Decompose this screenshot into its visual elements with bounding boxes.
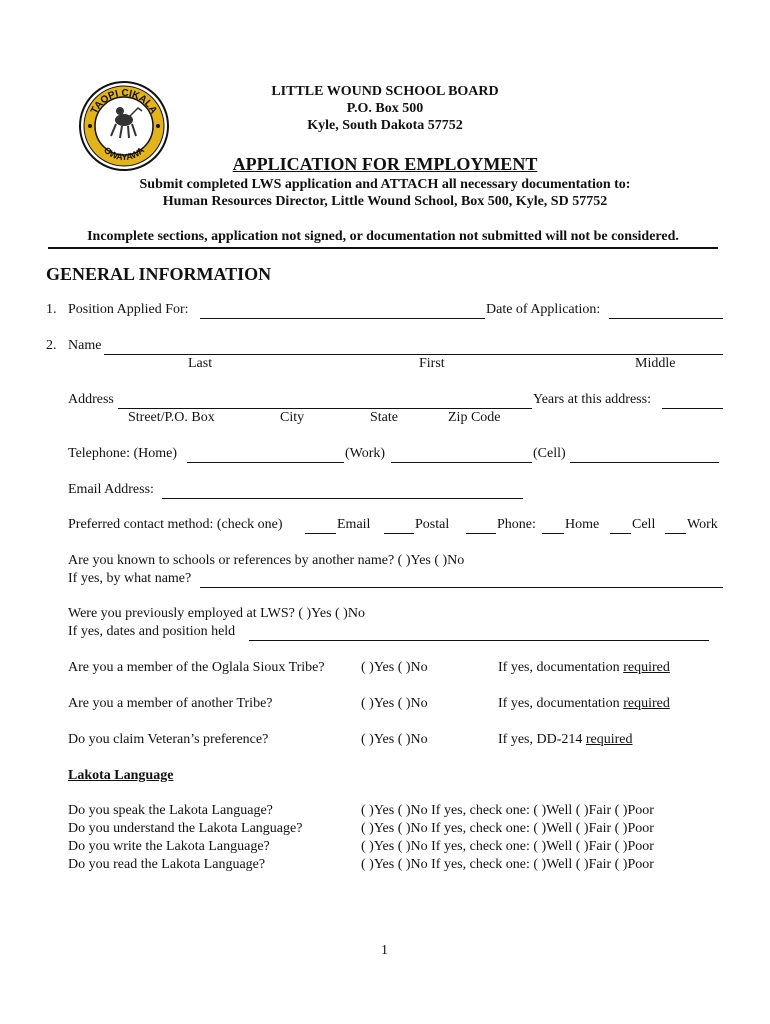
address-street-caption: Street/P.O. Box	[128, 410, 215, 425]
other-tribe-required-text: required	[623, 696, 670, 711]
lakota-write-question: Do you write the Lakota Language?	[68, 839, 270, 854]
position-input-line[interactable]	[200, 318, 485, 319]
svg-text:TAOPI CIKALA: TAOPI CIKALA	[89, 87, 159, 116]
preferred-contact-label: Preferred contact method: (check one)	[68, 517, 283, 532]
pref-home-check-line[interactable]	[542, 533, 564, 534]
name-input-line[interactable]	[104, 354, 723, 355]
pref-work-check-line[interactable]	[665, 533, 686, 534]
address-state-caption: State	[370, 410, 398, 425]
pref-email-check-line[interactable]	[305, 533, 336, 534]
previous-employment-if-yes-label: If yes, dates and position held	[68, 624, 236, 639]
other-name-question: Are you known to schools or references by another name? ( )Yes ( )No	[68, 553, 465, 568]
pref-cell-check-line[interactable]	[610, 533, 631, 534]
lakota-read-question: Do you read the Lakota Language?	[68, 857, 266, 872]
pref-work-label: Work	[687, 517, 718, 532]
pref-email-label: Email	[337, 517, 371, 532]
previous-employment-input-line[interactable]	[249, 640, 709, 641]
org-city: Kyle, South Dakota 57752	[307, 118, 463, 133]
lakota-speak-answers[interactable]: ( )Yes ( )No If yes, check one: ( )Well ( )Fair ( )Poor	[361, 803, 654, 818]
lakota-understand-question: Do you understand the Lakota Language?	[68, 821, 303, 836]
other-tribe-question: Are you a member of another Tribe?	[68, 696, 273, 711]
veteran-note	[498, 732, 633, 748]
name-label: Name	[68, 338, 102, 353]
lakota-understand-answers[interactable]: ( )Yes ( )No If yes, check one: ( )Well ( )Fair ( )Poor	[361, 821, 654, 836]
years-label: Years at this address:	[533, 392, 651, 407]
pref-home-label: Home	[565, 517, 600, 532]
page-title: APPLICATION FOR EMPLOYMENT	[232, 154, 538, 174]
pref-phone-check-line[interactable]	[466, 533, 496, 534]
previous-employment-question: Were you previously employed at LWS? ( )Yes ( )No	[68, 606, 365, 621]
pref-cell-label: Cell	[632, 517, 656, 532]
veteran-required-text: required	[585, 732, 633, 747]
lakota-read-answers[interactable]: ( )Yes ( )No If yes, check one: ( )Well ( )Fair ( )Poor	[361, 857, 654, 872]
instructions-line-1: Submit completed LWS application and ATTACH all necessary documentation to:	[139, 177, 631, 192]
svg-text:OWAYAWA: OWAYAWA	[101, 144, 147, 163]
telephone-work-label: (Work)	[345, 446, 386, 461]
org-box: P.O. Box 500	[346, 101, 424, 116]
years-input-line[interactable]	[662, 408, 723, 409]
pref-phone-label: Phone:	[497, 517, 536, 532]
oglala-question: Are you a member of the Oglala Sioux Tribe?	[68, 660, 325, 675]
date-label: Date of Application:	[486, 302, 601, 317]
warning-text: Incomplete sections, application not signed, or documentation not submitted will not be considered.	[87, 229, 679, 244]
veteran-yes-no[interactable]: ( )Yes ( )No	[361, 732, 428, 747]
oglala-required-text: required	[623, 660, 670, 675]
pref-postal-check-line[interactable]	[384, 533, 414, 534]
section-title: GENERAL INFORMATION	[46, 264, 272, 284]
oglala-yes-no[interactable]: ( )Yes ( )No	[361, 660, 428, 675]
other-tribe-yes-no[interactable]: ( )Yes ( )No	[361, 696, 428, 711]
telephone-home-label: Telephone: (Home)	[68, 446, 178, 461]
pref-postal-label: Postal	[415, 517, 450, 532]
address-input-line[interactable]	[118, 408, 532, 409]
telephone-home-input-line[interactable]	[187, 462, 344, 463]
address-zip-caption: Zip Code	[448, 410, 501, 425]
email-input-line[interactable]	[162, 498, 523, 499]
oglala-note-text: If yes, documentation	[498, 660, 624, 675]
email-label: Email Address:	[68, 482, 154, 497]
org-name: LITTLE WOUND SCHOOL BOARD	[271, 84, 499, 99]
address-label: Address	[68, 392, 114, 407]
position-label: Position Applied For:	[68, 302, 189, 317]
telephone-work-input-line[interactable]	[391, 462, 532, 463]
lakota-heading: Lakota Language	[68, 768, 174, 783]
other-tribe-note	[498, 696, 670, 712]
oglala-note	[498, 660, 670, 676]
date-input-line[interactable]	[609, 318, 723, 319]
instructions-line-2: Human Resources Director, Little Wound School, Box 500, Kyle, SD 57752	[162, 194, 608, 209]
item-number-2: 2.	[46, 338, 57, 353]
page-number: 1	[381, 943, 388, 958]
other-name-input-line[interactable]	[200, 587, 723, 588]
header-divider	[48, 247, 718, 249]
address-city-caption: City	[280, 410, 305, 425]
telephone-cell-input-line[interactable]	[570, 462, 719, 463]
telephone-cell-label: (Cell)	[533, 446, 566, 461]
veteran-note-text: If yes, DD-214	[498, 732, 586, 747]
lakota-write-answers[interactable]: ( )Yes ( )No If yes, check one: ( )Well ( )Fair ( )Poor	[361, 839, 654, 854]
name-middle-caption: Middle	[635, 356, 676, 371]
other-name-if-yes-label: If yes, by what name?	[68, 571, 192, 586]
veteran-question: Do you claim Veteran’s preference?	[68, 732, 269, 747]
name-last-caption: Last	[188, 356, 213, 371]
lakota-speak-question: Do you speak the Lakota Language?	[68, 803, 273, 818]
item-number-1: 1.	[46, 302, 57, 317]
other-tribe-note-text: If yes, documentation	[498, 696, 624, 711]
name-first-caption: First	[419, 356, 445, 371]
